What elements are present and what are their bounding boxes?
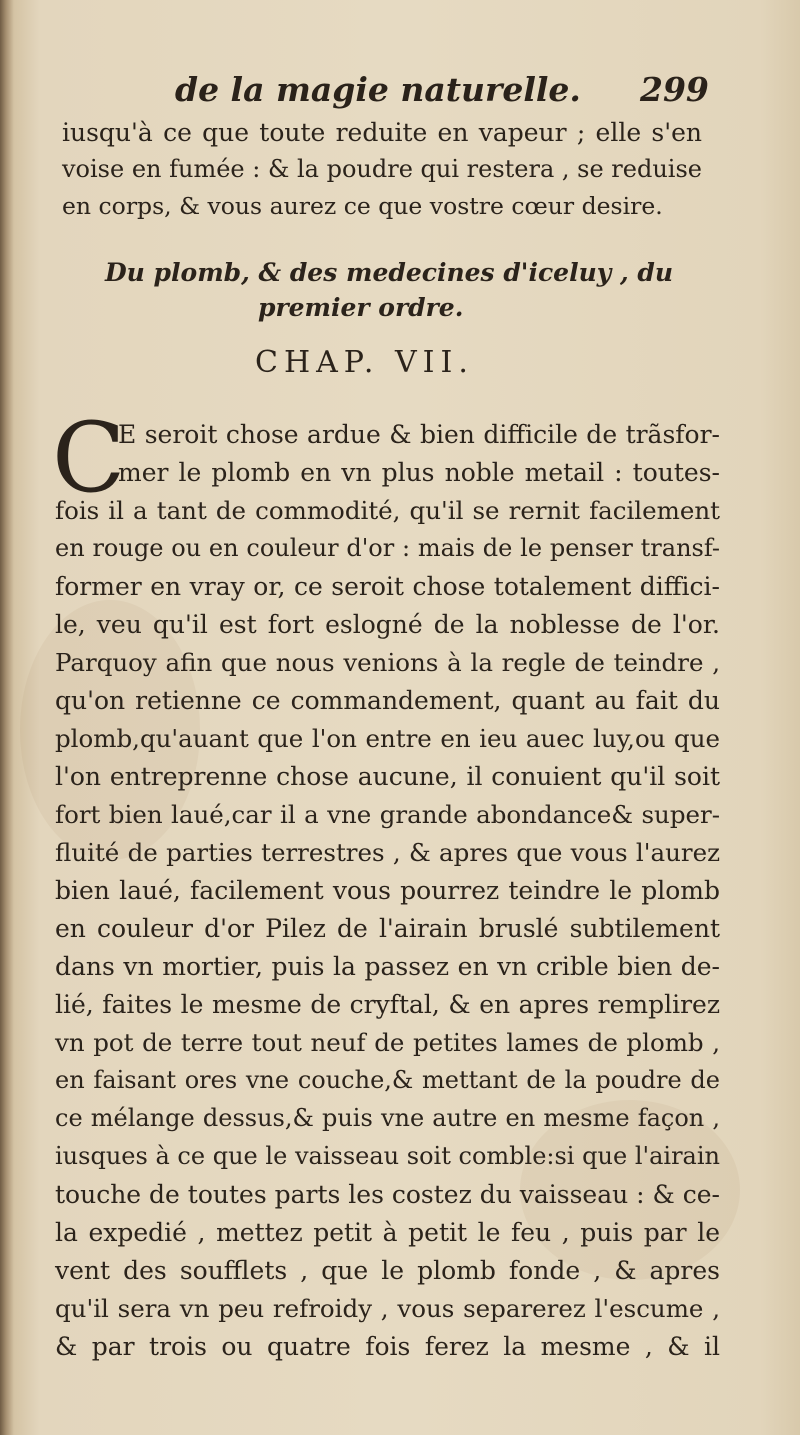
- text-line: la expedié , mettez petit à petit le feu , puis par le: [55, 1218, 720, 1247]
- section-title-line-2: premier ordre.: [258, 293, 464, 322]
- text-line: & par trois ou quatre fois ferez la mesme , & il: [55, 1332, 720, 1361]
- text-line: plomb,qu'auant que l'on entre en ieu auec luy,ou que: [55, 724, 720, 753]
- text-line: lié, faites le mesme de cryftal, & en apres remplirez: [55, 990, 720, 1019]
- text-line: fluité de parties terrestres , & apres que vous l'aurez: [55, 838, 720, 867]
- text-line: mer le plomb en vn plus noble metail : toutes-: [118, 458, 720, 487]
- text-line: iusques à ce que le vaisseau soit comble:si que l'airain: [55, 1142, 720, 1170]
- text-line: dans vn mortier, puis la passez en vn crible bien de-: [55, 952, 720, 981]
- text-line: vn pot de terre tout neuf de petites lames de plomb ,: [55, 1028, 720, 1057]
- text-line: iusqu'à ce que toute reduite en vapeur ; elle s'en: [62, 118, 702, 147]
- text-line: former en vray or, ce seroit chose totalement diffici-: [55, 572, 720, 601]
- text-line: Parquoy afin que nous venions à la regle de teindre ,: [55, 648, 720, 677]
- text-line: en faisant ores vne couche,& mettant de la poudre de: [55, 1066, 720, 1094]
- text-line: voise en fumée : & la poudre qui restera , se reduise: [62, 155, 702, 183]
- text-line: en corps, & vous aurez ce que vostre cœur desire.: [62, 192, 663, 220]
- section-title-line-1: Du plomb, & des medecines d'iceluy , du: [105, 258, 674, 287]
- text-line: le, veu qu'il est fort eslogné de la noblesse de l'or.: [55, 610, 720, 639]
- text-line: vent des soufflets , que le plomb fonde , & apres: [55, 1256, 720, 1285]
- text-line: ce mélange dessus,& puis vne autre en mesme façon ,: [55, 1104, 720, 1132]
- text-line: fort bien laué,car il a vne grande abondance& super-: [55, 800, 720, 829]
- text-line: E seroit chose ardue & bien difficile de trãsfor-: [118, 420, 720, 449]
- drop-cap: C: [52, 402, 126, 514]
- text-line: bien laué, facilement vous pourrez teindre le plomb: [55, 876, 720, 905]
- running-head-title: de la magie naturelle.: [175, 70, 581, 109]
- chapter-heading: CHAP. VII.: [255, 345, 474, 380]
- text-line: en couleur d'or Pilez de l'airain bruslé subtilement: [55, 914, 720, 943]
- text-line: qu'il sera vn peu refroidy , vous separerez l'escume ,: [55, 1294, 720, 1323]
- text-line: en rouge ou en couleur d'or : mais de le penser transf-: [55, 534, 720, 562]
- text-line: l'on entreprenne chose aucune, il conuient qu'il soit: [55, 762, 720, 791]
- text-line: fois il a tant de commodité, qu'il se rernit facilement: [55, 496, 720, 525]
- text-line: touche de toutes parts les costez du vaisseau : & ce-: [55, 1180, 720, 1209]
- text-line: qu'on retienne ce commandement, quant au fait du: [55, 686, 720, 715]
- page-number: 299: [640, 70, 709, 109]
